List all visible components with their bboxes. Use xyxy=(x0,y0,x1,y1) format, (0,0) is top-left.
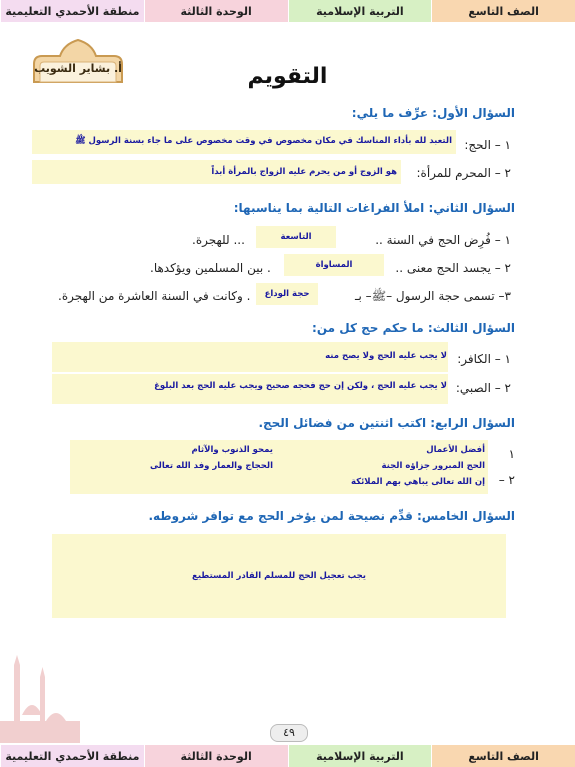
teacher-name: أ. بشاير الشويب xyxy=(34,62,122,75)
q3-item-1-answer: لا يجب عليه الحج ولا يصح منه xyxy=(325,351,447,361)
footer-grade: الصف التاسع xyxy=(431,745,575,767)
mosque-silhouette-icon xyxy=(0,655,80,743)
q5-answer: يجب تعجيل الحج للمسلم القادر المستطيع xyxy=(52,534,506,618)
header-region: منطقة الأحمدي التعليمية xyxy=(0,0,144,22)
q2-item-2-before: ٢ – يجسد الحج معنى .. xyxy=(395,261,511,275)
q4-answer-right-1: أفضل الأعمال xyxy=(426,445,485,455)
q4-answer-right-3: إن الله تعالى يباهي بهم الملائكة xyxy=(350,477,485,487)
q4-num-2: ٢ – xyxy=(498,473,515,487)
q4-answer-left-1: يمحو الذنوب والآثام xyxy=(191,445,273,455)
q4-answer-right-2: الحج المبرور جزاؤه الجنة xyxy=(381,461,485,471)
q3-item-1-label: ١ – الكافر: xyxy=(457,352,511,366)
footer-subject: التربية الإسلامية xyxy=(288,745,432,767)
footer-bar xyxy=(0,745,575,767)
question-2-heading: السؤال الثاني: املأ الفراغات التالية بما يناسبها: xyxy=(233,201,515,215)
footer-region: منطقة الأحمدي التعليمية xyxy=(0,745,144,767)
q2-item-3-answer: حجة الوداع xyxy=(256,283,318,305)
header-grade: الصف التاسع xyxy=(431,0,575,22)
q1-item-2-answer: هو الزوج أو من يحرم عليه الزواج بالمرأة أبداً xyxy=(32,160,401,184)
q2-item-3-after: . وكانت في السنة العاشرة من الهجرة. xyxy=(58,289,251,303)
q2-item-3-before: ٣– تسمى حجة الرسول –ﷺ– بـ xyxy=(354,289,511,303)
q2-item-1-answer: التاسعة xyxy=(256,226,336,248)
q4-answer-left-2: الحجاج والعمار وفد الله تعالى xyxy=(150,461,273,471)
question-1-heading: السؤال الأول: عرِّف ما يلي: xyxy=(351,106,515,120)
q2-item-1-after: ... للهجرة. xyxy=(192,233,245,247)
page-number: ٤٩ xyxy=(270,724,308,742)
question-3-heading: السؤال الثالث: ما حكم حج كل من: xyxy=(312,321,515,335)
header-subject: التربية الإسلامية xyxy=(288,0,432,22)
question-5-heading: السؤال الخامس: قدِّم نصيحة لمن يؤخر الحج مع توافر شروطه. xyxy=(148,509,515,523)
q4-num-1: ١ xyxy=(508,447,515,461)
header-bar xyxy=(0,0,575,22)
page-title: التقويم xyxy=(247,64,328,89)
q2-item-2-answer: المساواة xyxy=(284,254,384,276)
header-unit: الوحدة الثالثة xyxy=(144,0,288,22)
q1-item-1-answer: التعبد لله بأداء المناسك في مكان مخصوص في وقت مخصوص على ما جاء بسنة الرسول ﷺ xyxy=(32,130,456,154)
q1-item-1-label: ١ – الحج: xyxy=(464,138,511,152)
q2-item-2-after: . بين المسلمين ويؤكدها. xyxy=(150,261,271,275)
footer-unit: الوحدة الثالثة xyxy=(144,745,288,767)
q2-item-1-before: ١ – فُرِض الحج في السنة .. xyxy=(375,233,511,247)
question-4-heading: السؤال الرابع: اكتب اثنتين من فضائل الحج. xyxy=(258,416,515,430)
q3-item-2-answer: لا يجب عليه الحج ، ولكن إن حج فحجه صحيح ويجب عليه الحج بعد البلوغ xyxy=(154,381,447,391)
q3-item-2-label: ٢ – الصبي: xyxy=(455,381,511,395)
q1-item-2-label: ٢ – المحرم للمرأة: xyxy=(416,166,511,180)
